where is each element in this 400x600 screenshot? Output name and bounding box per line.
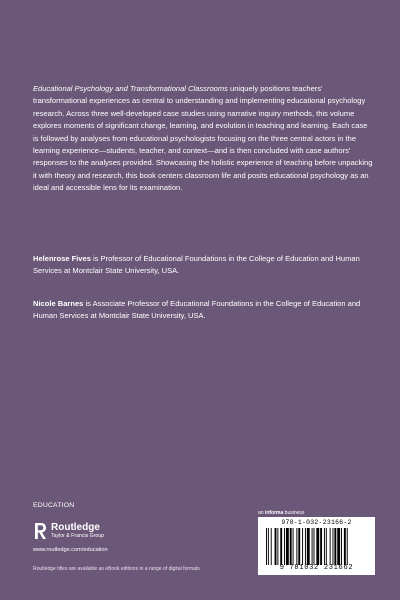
- barcode-stripe: [302, 528, 303, 565]
- author-name: Nicole Barnes: [33, 299, 84, 308]
- barcode-stripe: [312, 528, 313, 565]
- barcode-stripe: [305, 528, 306, 565]
- author-name: Helenrose Fives: [33, 254, 91, 263]
- barcode-stripe: [326, 528, 327, 565]
- barcode-stripe: [293, 528, 294, 565]
- barcode-stripe: [271, 528, 272, 565]
- barcode-stripe: [334, 528, 336, 565]
- barcode-stripe: [330, 528, 331, 565]
- barcode-stripe: [280, 528, 282, 565]
- barcode-digits: 9 781032 231662: [279, 564, 354, 572]
- barcode-stripe: [324, 528, 325, 565]
- barcode-stripe: [275, 528, 277, 565]
- barcode-stripe: [344, 528, 346, 565]
- book-description: [33, 83, 373, 195]
- barcode-stripe: [347, 528, 348, 565]
- isbn-number: 978-1-032-23166-2: [281, 519, 352, 526]
- publisher-name: Routledge: [51, 521, 100, 533]
- subject-category: EDUCATION: [33, 502, 75, 509]
- informa-business-label: an informa business: [258, 510, 305, 516]
- ebook-note: Routledge titles are available as eBook editions in a range of digital formats: [33, 566, 200, 572]
- barcode-stripe: [284, 528, 285, 565]
- author-bio-1: [33, 253, 373, 278]
- barcode-stripe: [316, 528, 319, 565]
- publisher-logo: [33, 522, 104, 540]
- barcode-stripe: [266, 528, 267, 565]
- barcode-stripe: [296, 528, 297, 565]
- barcode-bars: [266, 528, 368, 565]
- publisher-group: Taylor & Francis Group: [51, 532, 105, 539]
- isbn-barcode: [258, 517, 375, 575]
- barcode-stripe: [320, 528, 322, 565]
- barcode-stripe: [333, 528, 334, 565]
- author-bio-text: is Associate Professor of Educational Foundations in the College of Education and Human Services at Montclair State University, USA.: [33, 299, 361, 321]
- barcode-stripe: [307, 528, 310, 565]
- barcode-stripe: [298, 528, 300, 565]
- barcode-stripe: [290, 528, 292, 565]
- author-bio-2: [33, 298, 373, 323]
- description-body: uniquely positions teachers' transformational experiences as central to understanding and implementing educational psychology research. Across three well-developed case studies using narrative inquiry methods, this volume explores moments of significant change, learning, and evolution in teaching and learning. Each case is followed by analyses from educational psychologists focusing on the three central actors in the learning experience—students, teacher, and context—and is then concluded with case authors' responses to the analyses provided. Showcasing the holistic experience of teaching before unpacking it with theory and research, this book centers classroom life and posits educational psychology as an ideal and accessible lens for its examination.: [33, 84, 373, 193]
- routledge-r-icon: [33, 522, 47, 540]
- barcode-stripe: [268, 528, 269, 565]
- barcode-stripe: [314, 528, 315, 565]
- barcode-stripe: [337, 528, 340, 565]
- book-title: Educational Psychology and Transformational Classrooms: [33, 84, 228, 93]
- author-bio-text: is Professor of Educational Foundations in the College of Education and Human Services at Montclair State University, USA.: [33, 254, 360, 276]
- barcode-stripe: [277, 528, 278, 565]
- barcode-stripe: [286, 528, 289, 565]
- barcode-stripe: [341, 528, 342, 565]
- publisher-url: www.routledge.com/education: [33, 547, 108, 553]
